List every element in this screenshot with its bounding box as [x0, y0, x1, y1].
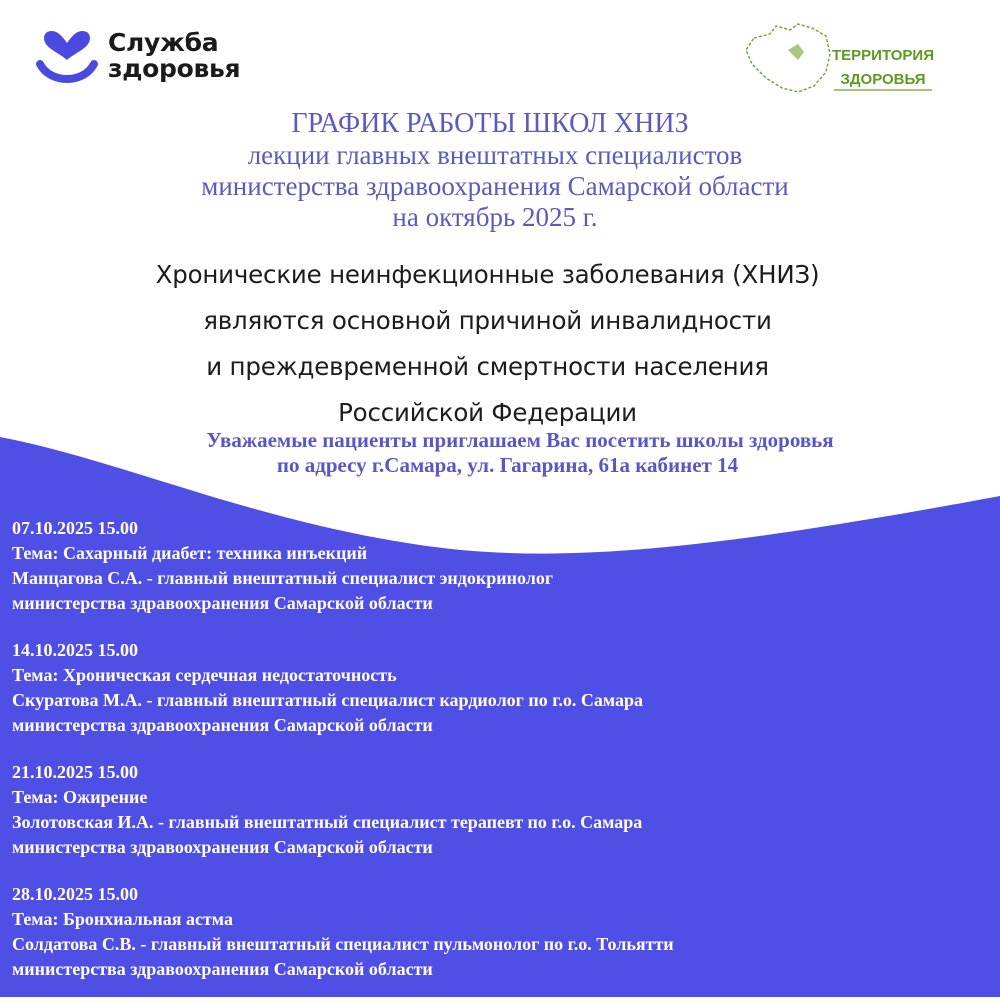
event-speaker: Скуратова М.А. - главный внештатный специалист кардиолог по г.о. Самара [12, 690, 644, 710]
header-line-3: министерства здравоохранения Самарской области [201, 171, 789, 201]
event-topic: Тема: Ожирение [12, 787, 148, 807]
event-organization: министерства здравоохранения Самарской области [12, 959, 433, 979]
event-speaker: Золотовская И.А. - главный внештатный специалист терапевт по г.о. Самара [12, 812, 643, 832]
statement-line-2: являются основной причиной инвалидности [203, 306, 772, 335]
event-item [12, 516, 972, 616]
event-organization: министерства здравоохранения Самарской области [12, 715, 433, 735]
right-logo-text [832, 44, 934, 92]
left-logo-line1: Служба [108, 28, 219, 57]
event-topic: Тема: Сахарный диабет: техника инъекций [12, 543, 368, 563]
invitation-line-1: Уважаемые пациенты приглашаем Вас посетить школы здоровья [206, 428, 834, 452]
header-line-4: на октябрь 2025 г. [392, 202, 598, 232]
event-organization: министерства здравоохранения Самарской области [12, 837, 433, 857]
left-logo-text [108, 30, 240, 82]
address-line: по адресу г.Самара, ул. Гагарина, 61а кабинет 14 [276, 453, 739, 477]
event-item [12, 638, 972, 738]
statement-line-1: Хронические неинфекционные заболевания (ХНИЗ) [155, 260, 820, 289]
territoriya-zdorovya-logo [742, 20, 942, 100]
event-datetime: 28.10.2025 15.00 [12, 884, 138, 904]
right-logo-line1: ТЕРРИТОРИЯ [832, 47, 934, 64]
event-item [12, 882, 972, 982]
event-topic: Тема: Бронхиальная астма [12, 909, 233, 929]
event-topic: Тема: Хроническая сердечная недостаточность [12, 665, 397, 685]
schedule-header [0, 108, 1000, 233]
sluzhba-zdorovya-logo [34, 26, 274, 92]
statement-line-3: и преждевременной смертности населения [206, 352, 769, 381]
hniz-statement [0, 252, 975, 436]
event-datetime: 07.10.2025 15.00 [12, 518, 138, 538]
event-item [12, 760, 972, 860]
event-datetime: 14.10.2025 15.00 [12, 640, 138, 660]
event-speaker: Солдатова С.В. - главный внештатный специалист пульмонолог по г.о. Тольятти [12, 934, 674, 954]
right-logo-line2: ЗДОРОВЬЯ [840, 71, 926, 88]
statement-line-4: Российской Федерации [338, 398, 637, 427]
heart-smile-icon [34, 26, 100, 90]
header-line-2: лекции главных внештатных специалистов [247, 140, 743, 170]
event-speaker: Манцагова С.А. - главный внештатный специалист эндокринолог [12, 568, 554, 588]
event-schedule [12, 516, 972, 1004]
invitation-text [0, 428, 1000, 478]
left-logo-line2: здоровья [108, 54, 241, 83]
event-datetime: 21.10.2025 15.00 [12, 762, 138, 782]
page-title: ГРАФИК РАБОТЫ ШКОЛ ХНИЗ [291, 108, 689, 139]
event-organization: министерства здравоохранения Самарской области [12, 593, 433, 613]
